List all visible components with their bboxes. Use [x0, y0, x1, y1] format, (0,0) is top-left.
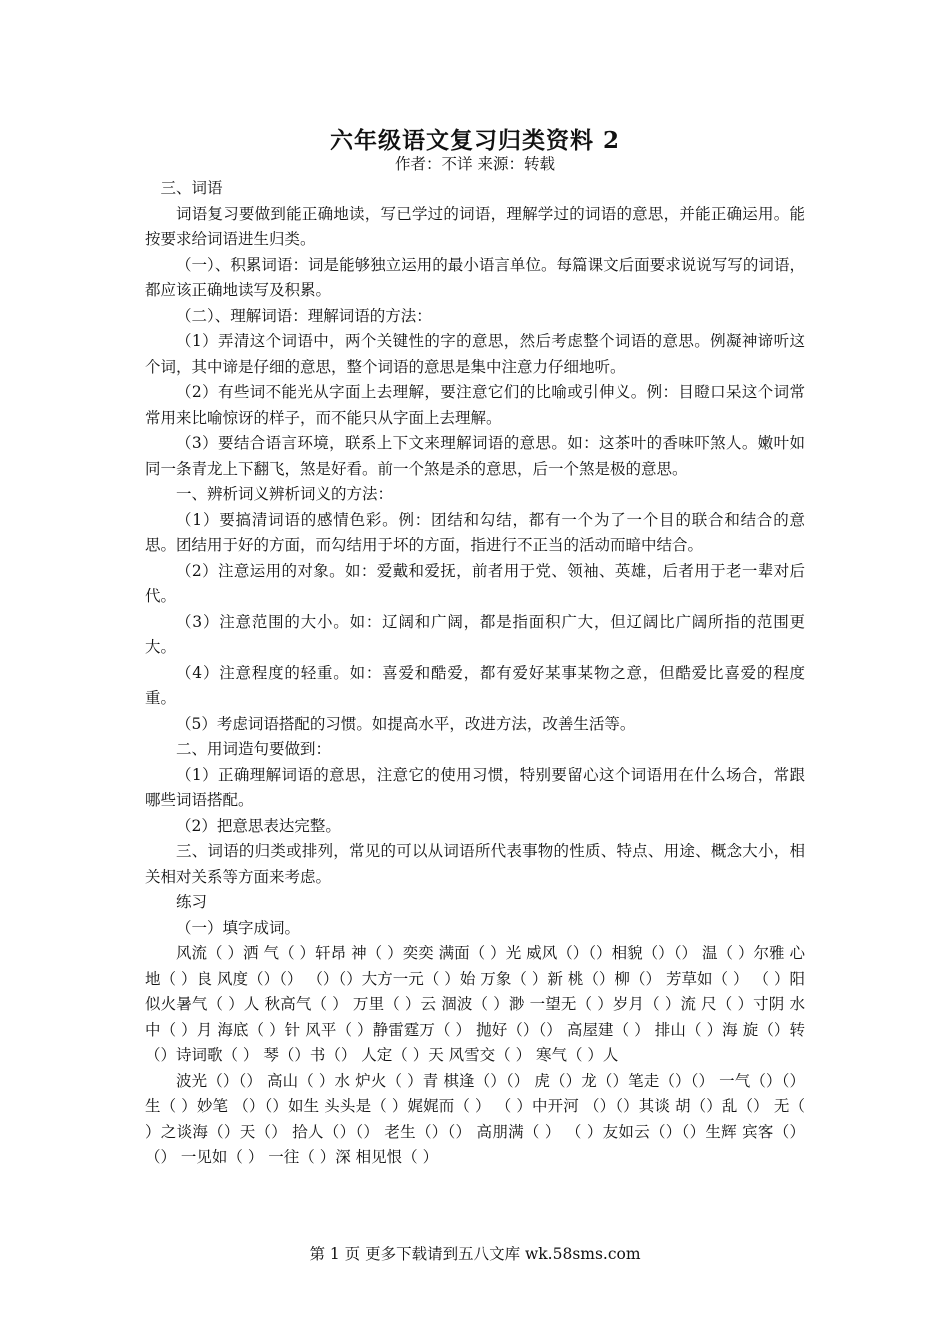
paragraph: （4）注意程度的轻重。如：喜爱和酷爱，都有爱好某事某物之意，但酷爱比喜爱的程度重。 — [145, 663, 805, 707]
paragraph: （1）弄清这个词语中，两个关键性的字的意思，然后考虑整个词语的意思。例凝神谛听这个词，其中谛是仔细的意思，整个词语的意思是集中注意力仔细地听。 — [145, 332, 805, 376]
page-footer: 第 1 页 更多下载请到五八文库 wk.58sms.com — [309, 1245, 641, 1263]
paragraph: 二、用词造句要做到： — [176, 740, 332, 758]
paragraph: （1）要搞清词语的感情色彩。例：团结和勾结，都有一个为了一个目的联合和结合的意思。团结用于好的方面，而勾结用于坏的方面，指进行不正当的活动而暗中结合。 — [145, 510, 805, 554]
paragraph: （一）、积累词语：词是能够独立运用的最小语言单位。每篇课文后面要求说说写写的词语，都应该正确地读写及积累。 — [145, 255, 805, 299]
paragraph: 风流（ ）洒 气（ ）轩昂 神（ ）奕奕 满面（ ）光 威风（）（）相貌（）（） 温（ ）尔雅 心地（ ）良 风度（）（） （）（）大方一元（ ）始 万象（ ）新 桃（）柳（） 芳草如（ ） （ ）阳似火暑气（ ）人 秋高气（ ） 万里（ ）云 涸波（ ）渺 一望无（ ）岁月（ ）流 尺（ ）寸阴 水中（ ）月 海底（ ）针 风平（ ）静雷霆万（ ） 抛好（）（） 高屋建（ ） 排山（ ）海 旋（）转（）诗词歌（ ） 琴（）书（） 人定（ ）天 风雪交（ ） 寒气（ ）人 — [145, 944, 805, 1064]
paragraph: （3）要结合语言环境，联系上下文来理解词语的意思。如：这茶叶的香味吓煞人。嫩叶如同一条青龙上下翻飞，煞是好看。前一个煞是杀的意思，后一个煞是极的意思。 — [145, 434, 805, 478]
paragraph: 三、词语的归类或排列，常见的可以从词语所代表事物的性质、特点、用途、概念大小，相关相对关系等方面来考虑。 — [145, 842, 805, 886]
paragraph: （5）考虑词语搭配的习惯。如提高水平，改进方法，改善生活等。 — [176, 714, 636, 733]
paragraph: 词语复习要做到能正确地读，写已学过的词语，理解学过的词语的意思，并能正确运用。能按要求给词语进生归类。 — [145, 204, 805, 248]
paragraph: （2）把意思表达完整。 — [176, 816, 341, 835]
paragraph: 一、辨析词义辨析词义的方法： — [176, 485, 394, 503]
paragraph: （二）、理解词语：理解词语的方法： — [176, 306, 432, 325]
paragraph: （2）有些词不能光从字面上去理解，要注意它们的比喻或引伸义。例：目瞪口呆这个词常常用来比喻惊讶的样子，而不能只从字面上去理解。 — [145, 383, 805, 427]
document-body — [145, 176, 805, 1171]
paragraph: 三、词语 — [160, 179, 223, 197]
byline: 作者：不详 来源：转载 — [395, 155, 555, 173]
paragraph: （一）填字成词。 — [176, 918, 301, 937]
page-title: 六年级语文复习归类资料 2 — [329, 127, 620, 154]
paragraph: 波光（）（） 高山（ ）水 炉火（ ）青 棋逢（）（） 虎（）龙（）笔走（）（） 一气（）（） 生（ ）妙笔 （）（）如生 头头是（ ）娓娓而（ ） （ ）中开河 （）（）其谈 胡（）乱（） 无（ ）之谈海（）天（） 拾人（）（） 老生（）（） 高朋满（ ） （ ）友如云（）（）生辉 宾客（）（） 一见如（ ） 一往（ ）深 相见恨（ ） — [145, 1071, 805, 1166]
paragraph: 练习 — [176, 893, 208, 911]
paragraph: （1）正确理解词语的意思，注意它的使用习惯，特别要留心这个词语用在什么场合，常跟哪些词语搭配。 — [145, 765, 805, 809]
paragraph: （2）注意运用的对象。如：爱戴和爱抚，前者用于党、领袖、英雄，后者用于老一辈对后代。 — [145, 561, 805, 605]
paragraph: （3）注意范围的大小。如：辽阔和广阔，都是指面积广大，但辽阔比广阔所指的范围更大。 — [145, 612, 805, 656]
